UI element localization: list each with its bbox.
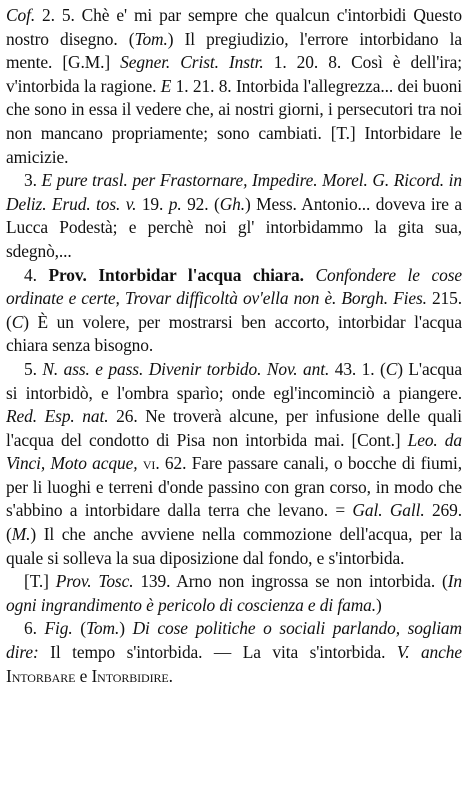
- text-run: [T.]: [24, 571, 56, 592]
- text-run: Intorbidire: [91, 665, 169, 686]
- text-run: vi: [142, 453, 156, 474]
- text-run: Intorbare: [6, 665, 76, 686]
- text-run: ) Il pregiudizio, l'errore intorbidano la mente. [G.M.]: [6, 28, 462, 73]
- text-run: In ogni ingrandimento è pericolo di coscienza e di fama.: [6, 571, 463, 615]
- paragraph-tosc-proverb: [6, 570, 462, 617]
- text-run: Il tempo s'intorbida. — La vita s'intorbida.: [38, 642, 397, 663]
- paragraph-4: [6, 264, 462, 358]
- text-run: Di cose politiche o sociali parlando, sogliam dire:: [6, 618, 462, 663]
- text-run: C: [11, 311, 24, 332]
- text-run: Gh.: [219, 193, 245, 214]
- text-run: . 62. Fare passare canali, o bocche di fiumi, per li luoghi e terreni d'onde passino con gran corso, in modo che s'abbino a intorbidare dalla terra che levano. =: [6, 453, 463, 521]
- text-run: 1. 20. 8. Così è dell'ira; v'intorbida la ragione.: [6, 52, 462, 96]
- text-run: 139. Arno non ingrossa se non intorbida. (: [133, 571, 448, 592]
- text-run: e: [75, 665, 92, 686]
- text-run: ) L'acqua si intorbidò, e l'ombra sparìo; onde egl'incominciò a piangere.: [6, 358, 463, 403]
- text-run: 5.: [24, 358, 43, 379]
- text-run: Prov. Intorbidar l'acqua chiara.: [48, 264, 304, 285]
- text-run: [304, 265, 316, 285]
- text-run: ) Il che anche avviene nella commozione dell'acqua, per la quale si solleva la sua diposizione dal fondo, e s'intorbida.: [6, 524, 462, 568]
- text-run: (: [72, 618, 86, 639]
- text-run: Segner. Crist. Instr.: [120, 52, 264, 73]
- text-run: 19.: [136, 193, 169, 214]
- paragraph-3: [6, 169, 462, 263]
- text-run: .: [168, 665, 173, 686]
- text-run: 269. (: [6, 500, 462, 545]
- text-run: Cof.: [6, 5, 36, 25]
- text-run: ): [119, 618, 133, 639]
- text-run: Leo. da Vinci, Moto acque,: [6, 429, 462, 474]
- text-run: 3.: [24, 170, 42, 191]
- text-run: ) È un volere, per mostrarsi ben accorto, intorbidar l'acqua chiara senza bisogno.: [6, 311, 462, 356]
- paragraph-1: [6, 4, 462, 169]
- text-run: 1. 21. 8. Intorbida l'allegrezza... dei buoni che sono in essa il vedere che, ai nostri giorni, i persecutori tra noi non mancano propriamente; sono cambiati. [T.] Intorbidare le amicizie.: [6, 75, 462, 167]
- text-run: C: [385, 358, 398, 379]
- text-run: M.: [11, 524, 31, 545]
- text-run: 4.: [24, 264, 49, 285]
- text-run: p.: [168, 193, 182, 214]
- text-run: E: [160, 75, 172, 96]
- paragraph-6: [6, 617, 462, 688]
- text-run: Gal. Gall.: [352, 500, 425, 521]
- text-run: V. anche: [396, 642, 462, 663]
- text-run: Fig.: [44, 618, 73, 639]
- text-run: ) Mess. Antonio... doveva ire a Lucca Podestà; e perchè noi gl' intorbidammo la gita sua, sdegnò,...: [6, 193, 463, 261]
- text-run: Tom.: [134, 28, 168, 49]
- text-run: Confondere le cose ordinate e certe, Trovar difficoltà ov'ella non è. Borgh. Fies.: [6, 264, 462, 309]
- text-run: Tom.: [85, 618, 120, 639]
- text-run: Red. Esp. nat.: [6, 406, 109, 427]
- text-run: N. ass. e pass. Divenir torbido. Nov. ant.: [42, 358, 330, 379]
- text-run: E pure trasl. per Frastornare, Impedire. Morel. G. Ricord. in Deliz. Erud. tos. v.: [6, 170, 462, 214]
- text-run: 92. (: [181, 193, 220, 214]
- text-run: 6.: [24, 618, 45, 639]
- text-run: 43. 1. (: [329, 358, 386, 379]
- text-run: 26. Ne troverà alcune, per infusione delle quali l'acqua del condotto di Pisa non intorbida mai. [Cont.]: [6, 406, 462, 450]
- text-run: 2. 5. Chè e' mi par sempre che qualcun c'intorbidi Questo nostro disegno. (: [6, 5, 462, 49]
- text-run: 215. (: [6, 288, 462, 332]
- paragraph-5: [6, 358, 462, 570]
- text-run: Prov. Tosc.: [55, 571, 134, 592]
- text-run: ): [376, 594, 382, 615]
